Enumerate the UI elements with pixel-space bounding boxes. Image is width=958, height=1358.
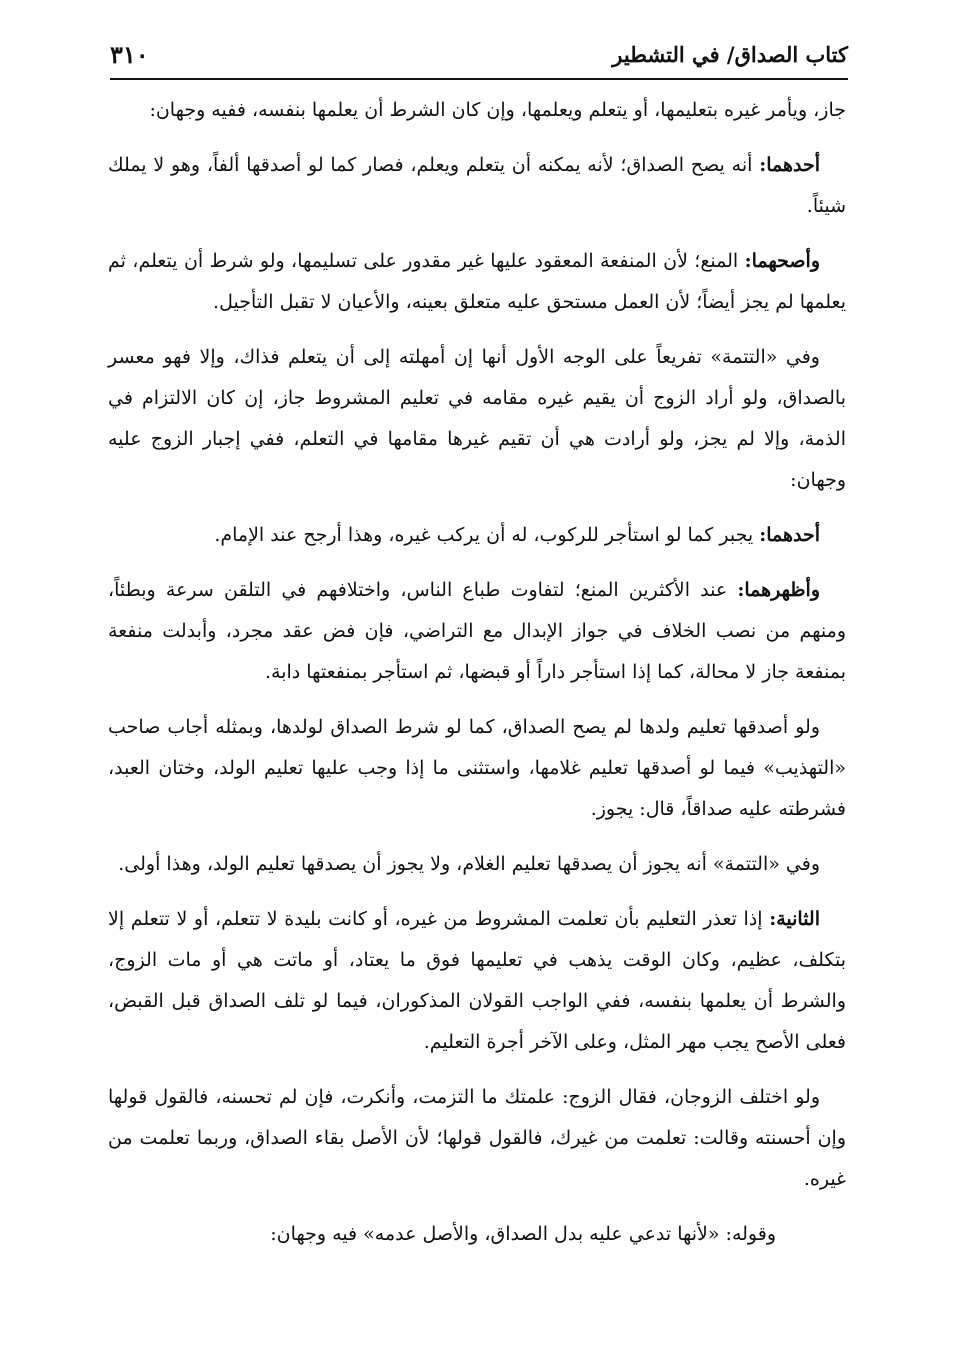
- paragraph: [108, 145, 846, 227]
- paragraph-text: أنه يصح الصداق؛ لأنه يمكنه أن يتعلم ويعلم، فصار كما لو أصدقها ألفاً، وهو لا يملك شيئاً.: [108, 154, 846, 217]
- paragraph-text: المنع؛ لأن المنفعة المعقود عليها غير مقدور على تسليمها، ولو شرط أن يتعلم، ثم يعلمها لم يجز أيضاً؛ لأن العمل مستحق عليه متعلق بعينه، والأعيان لا تقبل التأجيل.: [108, 250, 846, 313]
- paragraph: [108, 337, 846, 501]
- paragraph: [108, 515, 846, 556]
- paragraph-text: جاز، ويأمر غيره بتعليمها، أو يتعلم ويعلمها، وإن كان الشرط أن يعلمها بنفسه، ففيه وجهان:: [149, 99, 846, 121]
- page-number: ٣١٠: [110, 39, 149, 69]
- paragraph: [108, 707, 846, 830]
- paragraph-lead: أحدهما:: [759, 154, 820, 176]
- paragraph: [108, 570, 846, 693]
- paragraph-lead: أحدهما:: [759, 524, 820, 546]
- paragraph-text: ولو اختلف الزوجان، فقال الزوج: علمتك ما التزمت، وأنكرت، فإن لم تحسنه، فالقول قولها وإن أحسنته وقالت: تعلمت من غيرك، فالقول قولها؛ لأن الأصل بقاء الصداق، وربما تعلمت من غيره.: [108, 1086, 846, 1190]
- paragraph: [108, 844, 846, 885]
- paragraph: [108, 241, 846, 323]
- paragraph: [108, 899, 846, 1063]
- paragraph-lead: الثانية:: [769, 908, 820, 930]
- paragraph: [108, 1077, 846, 1200]
- paragraph: [108, 90, 846, 131]
- paragraph-text: عند الأكثرين المنع؛ لتفاوت طباع الناس، واختلافهم في التلقن سرعة وبطئاً، ومنهم من نصب الخلاف في جواز الإبدال مع التراضي، فإن فض عقد مجرد، وأبدلت منفعة بمنفعة جاز لا محالة، كما إذا استأجر داراً أو قبضها، ثم استأجر بمنفعتها دابة.: [108, 579, 846, 683]
- page-body: [108, 90, 846, 1269]
- paragraph-lead: وأظهرهما:: [737, 579, 820, 601]
- paragraph-text: وفي «التتمة» أنه يجوز أن يصدقها تعليم الغلام، ولا يجوز أن يصدقها تعليم الولد، وهذا أولى.: [118, 853, 820, 875]
- paragraph-text: إذا تعذر التعليم بأن تعلمت المشروط من غيره، أو كانت بليدة لا تتعلم، أو لا تتعلم إلا بتكلف، عظيم، وكان الوقت يذهب في تعليمها فوق ما يعتاد، أو ماتت هي أو مات الزوج، والشرط أن يعلمها بنفسه، ففي الواجب القولان المذكوران، فيما لو تلف الصداق قبل القبض، فعلى الأصح يجب مهر المثل، وعلى الآخر أجرة التعليم.: [108, 908, 846, 1053]
- page-header: [110, 30, 848, 80]
- running-title: كتاب الصداق/ في التشطير: [612, 41, 848, 67]
- paragraph-text: وفي «التتمة» تفريعاً على الوجه الأول أنها إن أمهلته إلى أن يتعلم فذاك، وإلا فهو معسر بالصداق، ولو أراد الزوج أن يقيم غيره مقامه في تعليم المشروط جاز، إن كان الالتزام في الذمة، وإلا لم يجز، ولو أرادت هي أن تقيم غيرها مقامها في التعلم، ففي إجبار الزوج عليه وجهان:: [108, 346, 846, 491]
- paragraph-text: وقوله: «لأنها تدعي عليه بدل الصداق، والأصل عدمه» فيه وجهان:: [270, 1223, 776, 1245]
- paragraph-text: ولو أصدقها تعليم ولدها لم يصح الصداق، كما لو شرط الصداق لولدها، وبمثله أجاب صاحب «التهذيب» فيما لو أصدقها تعليم غلامها، واستثنى ما إذا وجب عليها تعليم الولد، وختان العبد، فشرطته عليه صداقاً، قال: يجوز.: [108, 716, 846, 820]
- paragraph: [108, 1214, 846, 1255]
- paragraph-lead: وأصحهما:: [744, 250, 820, 272]
- paragraph-text: يجبر كما لو استأجر للركوب، له أن يركب غيره، وهذا أرجح عند الإمام.: [214, 524, 760, 546]
